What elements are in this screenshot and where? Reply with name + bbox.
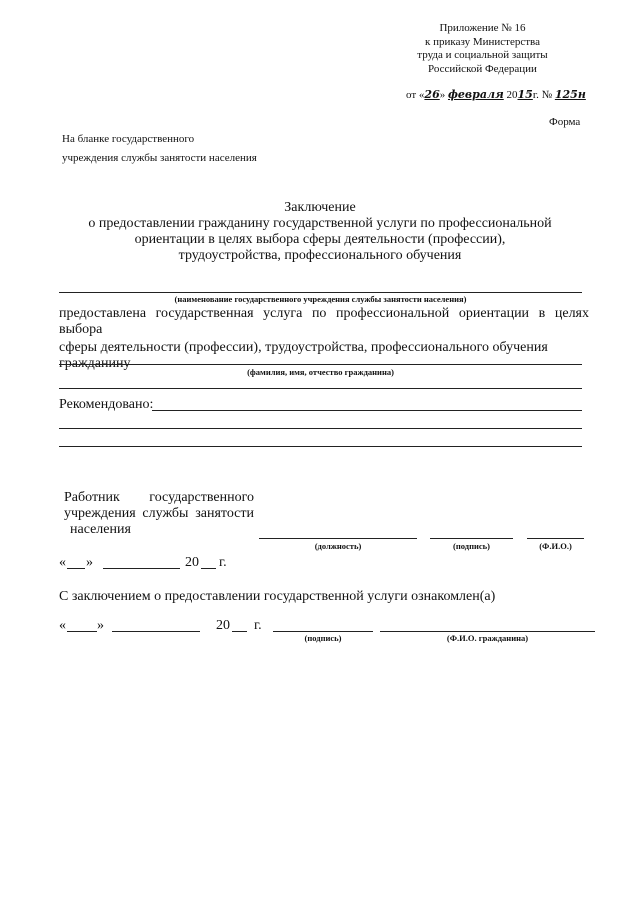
worker-position-caption: (должность) [314, 541, 362, 551]
title-heading: Заключение [284, 200, 356, 215]
ack-signature-caption: (подпись) [304, 633, 342, 643]
ack-name-line [380, 631, 595, 632]
letterhead-line-2: учреждения службы занятости населения [62, 152, 257, 164]
date-year-handwritten: 15 [517, 88, 533, 101]
order-number-handwritten: 125н [554, 88, 586, 101]
recommended-line-3 [59, 446, 582, 447]
institution-caption: (наименование государственного учреждения службы занятости населения) [174, 294, 467, 304]
form-label: Форма [549, 116, 581, 128]
ack-signature-line [273, 631, 373, 632]
worker-date-day-line [67, 568, 85, 569]
citizen-caption: (фамилия, имя, отчество гражданина) [247, 367, 394, 377]
worker-line-3: населения [70, 522, 131, 537]
title-line-3: ориентации в целях выбора сферы деятельности (профессии), [134, 232, 506, 247]
date-mid: » [439, 89, 446, 101]
date-prefix: от « [406, 89, 425, 101]
date-month-handwritten: февраля [447, 88, 504, 101]
ack-date-month-line [112, 631, 200, 632]
citizen-extra-line [59, 388, 582, 389]
ack-date-close: » [97, 618, 104, 633]
ack-date-year-suffix: г. [254, 618, 262, 633]
worker-position-line [259, 538, 417, 539]
appendix-order-ref: к приказу Министерства [425, 35, 540, 48]
worker-date-year-suffix: г. [219, 555, 227, 570]
service-text-line-1: предоставлена государственная услуга по профессиональной ориентации в целях выбора [59, 306, 589, 337]
worker-signature-line [430, 538, 513, 539]
recommended-label: Рекомендовано: [59, 397, 154, 412]
ack-name-caption: (Ф.И.О. гражданина) [446, 633, 529, 643]
worker-date-year-line [201, 568, 216, 569]
recommended-line-2 [59, 428, 582, 429]
worker-signature-caption: (подпись) [453, 541, 490, 551]
appendix-country: Российской Федерации [428, 62, 537, 75]
letterhead-note [62, 132, 257, 166]
appendix-ministry: труда и социальной защиты [417, 49, 548, 61]
citizen-name-line [59, 364, 582, 365]
worker-date-year-prefix: 20 [185, 555, 199, 570]
worker-line-2: учреждения службы занятости [64, 506, 254, 521]
worker-name-line [527, 538, 584, 539]
date-year-prefix: 20 [506, 89, 518, 101]
institution-name-line [59, 292, 582, 293]
date-suffix: г. № [532, 89, 553, 101]
ack-date-year-prefix: 20 [216, 618, 230, 633]
recommended-line-1 [152, 410, 582, 411]
worker-date-close: » [86, 555, 93, 570]
worker-line-1: Работник государственного [64, 490, 254, 505]
ack-date-open: « [59, 618, 66, 633]
title-line-2: о предоставлении гражданину государственной услуги по профессиональной [88, 216, 552, 231]
worker-label [64, 490, 254, 538]
service-text [59, 306, 589, 372]
appendix-number: Приложение № 16 [439, 22, 526, 34]
worker-date-open: « [59, 555, 66, 570]
service-text-line-2: сферы деятельности (профессии), трудоустройства, профессионального обучения гражданину [59, 340, 548, 371]
letterhead-line-1: На бланке государственного [62, 133, 195, 145]
ack-date-day-line [67, 631, 97, 632]
ack-date-year-line [232, 631, 247, 632]
document-title [40, 200, 600, 264]
appendix-date-line [406, 88, 586, 103]
worker-date-month-line [103, 568, 180, 569]
appendix-block [400, 22, 565, 76]
date-day-handwritten: 26 [424, 88, 440, 101]
acknowledgement-text: С заключением о предоставлении государственной услуги ознакомлен(а) [59, 589, 496, 604]
title-line-4: трудоустройства, профессионального обучения [178, 248, 462, 263]
worker-name-caption: (Ф.И.О.) [539, 541, 572, 551]
